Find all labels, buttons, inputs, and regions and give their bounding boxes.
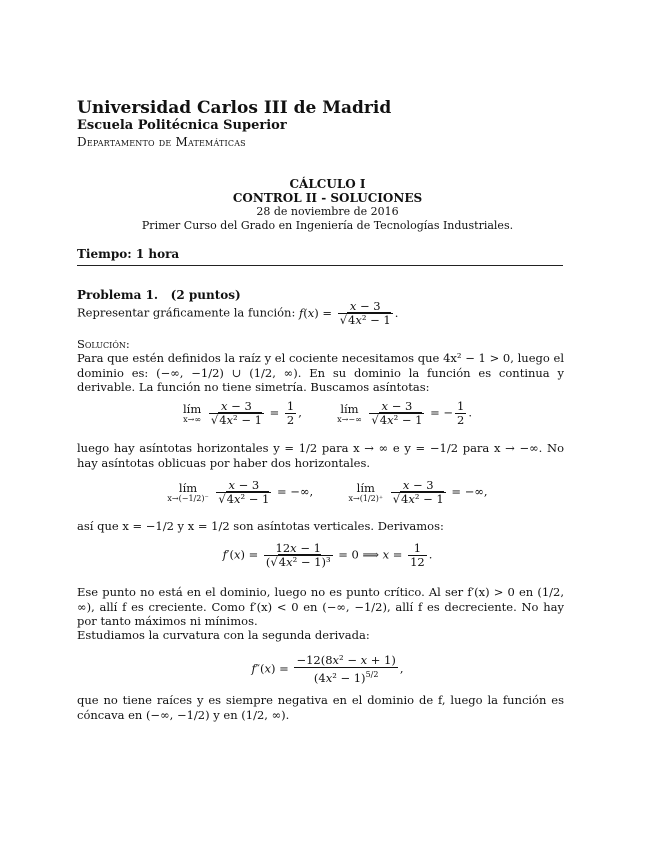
program-name: Primer Curso del Grado en Ingeniería de Tecnologías Industriales. (141, 219, 514, 232)
course-title: CÁLCULO I (289, 177, 366, 191)
solution-label: Solución: (77, 337, 130, 351)
equation-vertical-limits: lím x→(−1/2)⁻ $\frac{x - 3}{\text{√4x² − 1}}$ = −∞, lím x→(1/2)⁺ $\frac{x - 3}{\text{√4x² − 1}}$ = −∞, (167, 478, 488, 506)
equation-second-derivative: f″(x) = $\frac{\text{−12(8x² − x + 1)}}{(4x^2 - 1)^{5/2}}$ , (251, 653, 404, 685)
school-name: Escuela Politécnica Superior (77, 118, 287, 133)
statement-text: Representar gráficamente la función: (77, 305, 296, 320)
equation-first-derivative: f′(x) = $\frac{12x - 1}{\text{(√4x² − 1)³}}$ = 0 ⟹ x = $\frac{1}{12}$ . (222, 541, 433, 569)
paragraph-curvature-intro: Estudiamos la curvatura con la segunda derivada: (77, 628, 370, 642)
divider (77, 265, 563, 266)
paragraph-vertical-asymptotes: así que x = −1/2 y x = 1/2 son asíntotas verticales. Derivamos: (77, 519, 444, 533)
paragraph-concavity: que no tiene raíces y es siempre negativa en el dominio de f, luego la función es cóncava en (−∞, −1/2) y en (1/2, ∞). (77, 693, 564, 722)
time-limit: Tiempo: 1 hora (77, 247, 180, 261)
equation-horizontal-limits: lím x→∞ $\frac{x - 3}{\text{√4x² − 1}}$ = $\frac{1}{2}$ , lím x→−∞ $\frac{x - 3}{\text{√4x² − 1}}$ = − $\frac{1}{2}$ . (182, 399, 473, 427)
header (77, 98, 391, 150)
paragraph-horizontal-asymptotes: luego hay asíntotas horizontales y = 1/2 para x → ∞ e y = −1/2 para x → −∞. No hay asíntotas oblicuas por haber dos horizontales. (77, 441, 564, 470)
problem-heading: Problema 1. (2 puntos) (77, 288, 241, 302)
paragraph-domain: Para que estén definidos la raíz y el cociente necesitamos que 4x² − 1 > 0, luego el dominio es: (−∞, −1/2) ∪ (1/2, ∞). En su dominio la función es continua y derivable. La función no tiene simetría. Buscamos asíntotas: (77, 351, 564, 394)
university-name: Universidad Carlos III de Madrid (77, 98, 392, 118)
exam-date: 28 de noviembre de 2016 (256, 205, 399, 218)
paragraph-monotonicity: Ese punto no está en el dominio, luego no es punto crítico. Al ser f′(x) > 0 en (1/2, ∞), allí f es creciente. Como f′(x) < 0 en (−∞, −1/2), allí f es decreciente. No hay por tanto máximos ni mínimos. (77, 585, 564, 628)
problem-statement (77, 300, 564, 327)
function-formula: f(x) = $\frac{x - 3}{\text{√4x² − 1}}$ . (299, 299, 399, 327)
exam-title: CONTROL II - SOLUCIONES (232, 191, 423, 205)
department-name: Departamento de Matemáticas (77, 135, 246, 149)
